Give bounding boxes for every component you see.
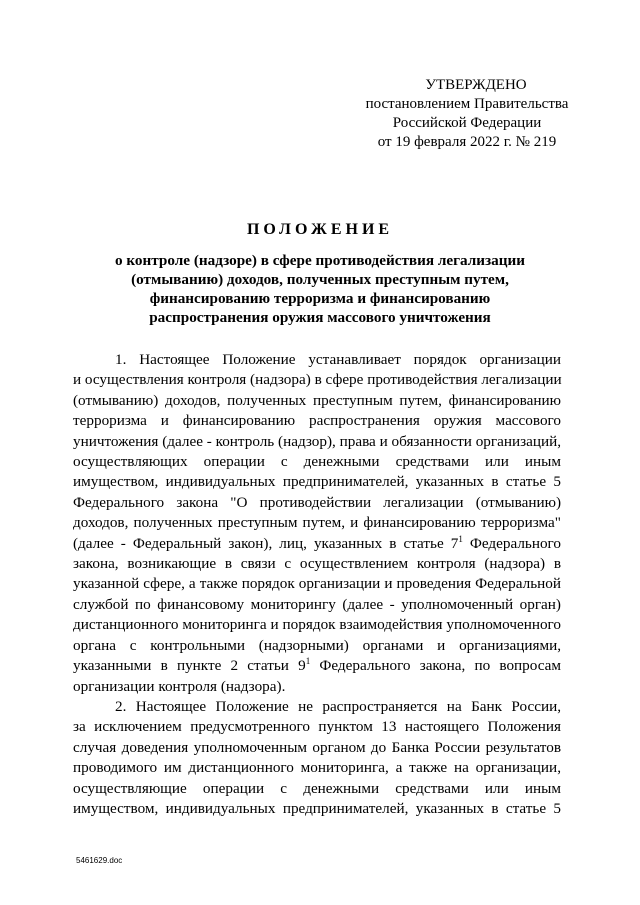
paragraph-2	[73, 697, 561, 819]
superscript: 1	[305, 656, 311, 667]
document-heading	[70, 220, 570, 327]
subtitle-line: (отмыванию) доходов, полученных преступным путем,	[131, 271, 509, 288]
file-name-footer: 5461629.doc	[76, 856, 123, 865]
document-subtitle	[70, 251, 570, 327]
text-line: за исключением предусмотренного пунктом 13 настоящего Положения	[73, 718, 561, 736]
text-line	[73, 656, 561, 676]
approval-date: от 19 февраля 2022 г. № 219	[377, 134, 557, 150]
text-line	[73, 534, 561, 554]
text-line: проводимого им дистанционного мониторинга, а также на организации,	[73, 759, 561, 777]
text-line: закона, возникающие в связи с осуществлением контроля (надзора) в	[73, 555, 561, 573]
approval-heading: УТВЕРЖДЕНО	[425, 77, 527, 93]
text-line: и осуществления контроля (надзора) в сфере противодействия легализации	[73, 371, 562, 389]
text-line: 2. Настоящее Положение не распространяется на Банк России,	[115, 697, 561, 715]
text-line: осуществляющие операции с денежными средствами или иным	[73, 779, 561, 797]
text-line: службой по финансовому мониторингу (далее - уполномоченный орган)	[73, 595, 561, 613]
approval-line: постановлением Правительства	[365, 96, 569, 112]
text-line: доходов, полученных преступным путем, и финансированию терроризма"	[73, 514, 561, 532]
subtitle-line: финансированию терроризма и финансированию	[149, 290, 491, 307]
text-line: терроризма и финансированию распространения оружия массового	[73, 412, 561, 430]
document-body	[73, 350, 561, 819]
text-line: уничтожения (далее - контроль (надзор), права и обязанности организаций,	[73, 432, 562, 450]
text-line: дистанционного мониторинга и порядок взаимодействия уполномоченного	[73, 616, 561, 634]
text-fragment: Федерального закона, по вопросам	[310, 657, 562, 675]
text-line: 1. Настоящее Положение устанавливает порядок организации	[115, 351, 561, 368]
approval-stamp	[352, 76, 582, 152]
text-line: (отмыванию) доходов, полученных преступным путем, финансированию	[73, 391, 561, 409]
text-line: указанной сфере, а также порядок организации и проведения Федеральной	[73, 575, 561, 593]
text-line: Федерального закона "О противодействии легализации (отмыванию)	[73, 493, 561, 511]
superscript: 1	[458, 533, 463, 544]
text-line: имуществом, индивидуальных предпринимателей, указанных в статье 5	[73, 473, 561, 491]
text-line: органа с контрольными (надзорными) органами и организациями,	[73, 636, 561, 654]
document-title: ПОЛОЖЕНИЕ	[246, 221, 394, 238]
text-fragment: (далее - Федеральный закон), лиц, указанных в статье 7	[73, 534, 459, 552]
text-line: случая доведения уполномоченным органом до Банка России результатов	[73, 738, 561, 756]
subtitle-line: распространения оружия массового уничтожения	[149, 309, 491, 326]
subtitle-line: о контроле (надзоре) в сфере противодействия легализации	[114, 252, 526, 269]
text-line: осуществляющих операции с денежными средствами или иным	[73, 453, 561, 471]
approval-line: Российской Федерации	[392, 115, 542, 131]
text-line: имуществом, индивидуальных предпринимателей, указанных в статье 5	[73, 799, 561, 817]
text-line: организации контроля (надзора).	[73, 677, 286, 695]
text-fragment: указанными в пункте 2 статьи 9	[73, 657, 306, 675]
paragraph-1	[73, 350, 561, 697]
text-fragment: Федерального	[462, 534, 561, 552]
